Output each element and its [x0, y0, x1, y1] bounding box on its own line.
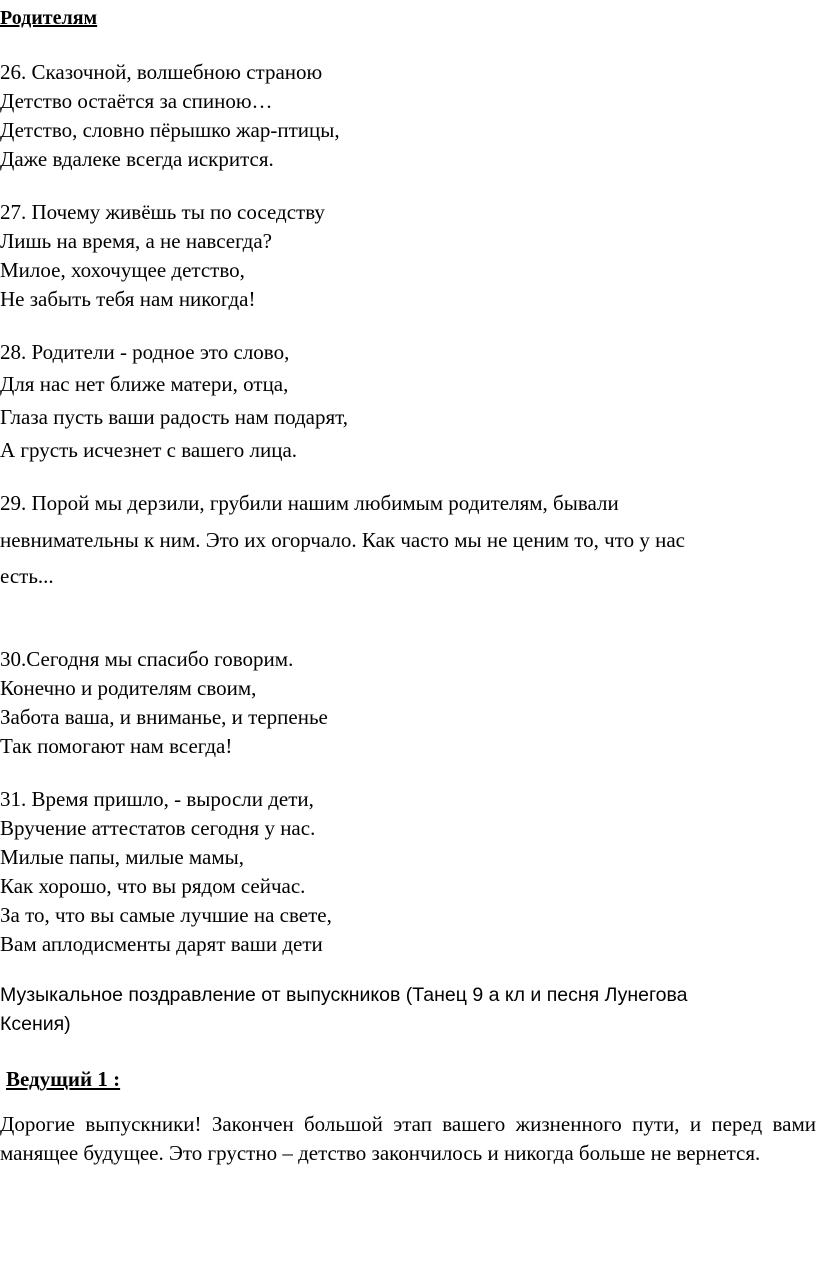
- stanza-30-line-3: Забота ваша, и вниманье, и терпенье: [0, 705, 328, 729]
- stanza-28-line-4: А грусть исчезнет с вашего лица.: [0, 438, 298, 462]
- stanza-31-line-4: Как хорошо, что вы рядом сейчас.: [0, 874, 306, 898]
- stanza-26-line-3: Детство, словно пёрышко жар-птицы,: [0, 118, 340, 142]
- host-paragraph: Дорогие выпускники! Закончен большой этап вашего жизненного пути, и перед вами манящее будущее. Это грустно – детство закончилось и никогда больше не вернется.: [0, 1112, 816, 1165]
- para-29-line-2: невнимательны к ним. Это их огорчало. Как часто мы не ценим то, что у нас: [0, 528, 685, 552]
- stanza-31-line-2: Вручение аттестатов сегодня у нас.: [0, 816, 316, 840]
- stanza-31-line-1: 31. Время пришло, - выросли дети,: [0, 787, 314, 811]
- stanza-28-line-2: Для нас нет ближе матери, отца,: [0, 372, 289, 396]
- stanza-26-line-4: Даже вдалеке всегда искрится.: [0, 147, 274, 171]
- page-heading: Родителям: [0, 7, 98, 29]
- stanza-31-line-5: За то, что вы самые лучшие на свете,: [0, 903, 332, 927]
- stanza-31-line-3: Милые папы, милые мамы,: [0, 845, 245, 869]
- stanza-28-line-1: 28. Родители - родное это слово,: [0, 340, 290, 364]
- stanza-30-line-1: 30.Сегодня мы спасибо говорим.: [0, 647, 294, 671]
- music-note-line-2: Ксения): [0, 1013, 71, 1035]
- para-29-line-3: есть...: [0, 564, 54, 588]
- stanza-27-line-3: Милое, хохочущее детство,: [0, 258, 245, 282]
- stanza-26-line-1: 26. Сказочной, волшебною страною: [0, 60, 323, 84]
- stanza-30-line-4: Так помогают нам всегда!: [0, 734, 233, 758]
- para-29-line-1: 29. Порой мы дерзили, грубили нашим любимым родителям, бывали: [0, 491, 619, 515]
- stanza-27-line-1: 27. Почему живёшь ты по соседству: [0, 200, 325, 224]
- stanza-28-line-3: Глаза пусть ваши радость нам подарят,: [0, 405, 349, 429]
- stanza-27-line-2: Лишь на время, а не навсегда?: [0, 229, 272, 253]
- host-heading: Ведущий 1 :: [6, 1067, 121, 1091]
- music-note-line-1: Музыкальное поздравление от выпускников (Танец 9 а кл и песня Лунегова: [0, 984, 688, 1006]
- stanza-30-line-2: Конечно и родителям своим,: [0, 676, 257, 700]
- stanza-26-line-2: Детство остаётся за спиною…: [0, 89, 273, 113]
- stanza-31-line-6: Вам аплодисменты дарят ваши дети: [0, 932, 323, 956]
- stanza-27-line-4: Не забыть тебя нам никогда!: [0, 287, 256, 311]
